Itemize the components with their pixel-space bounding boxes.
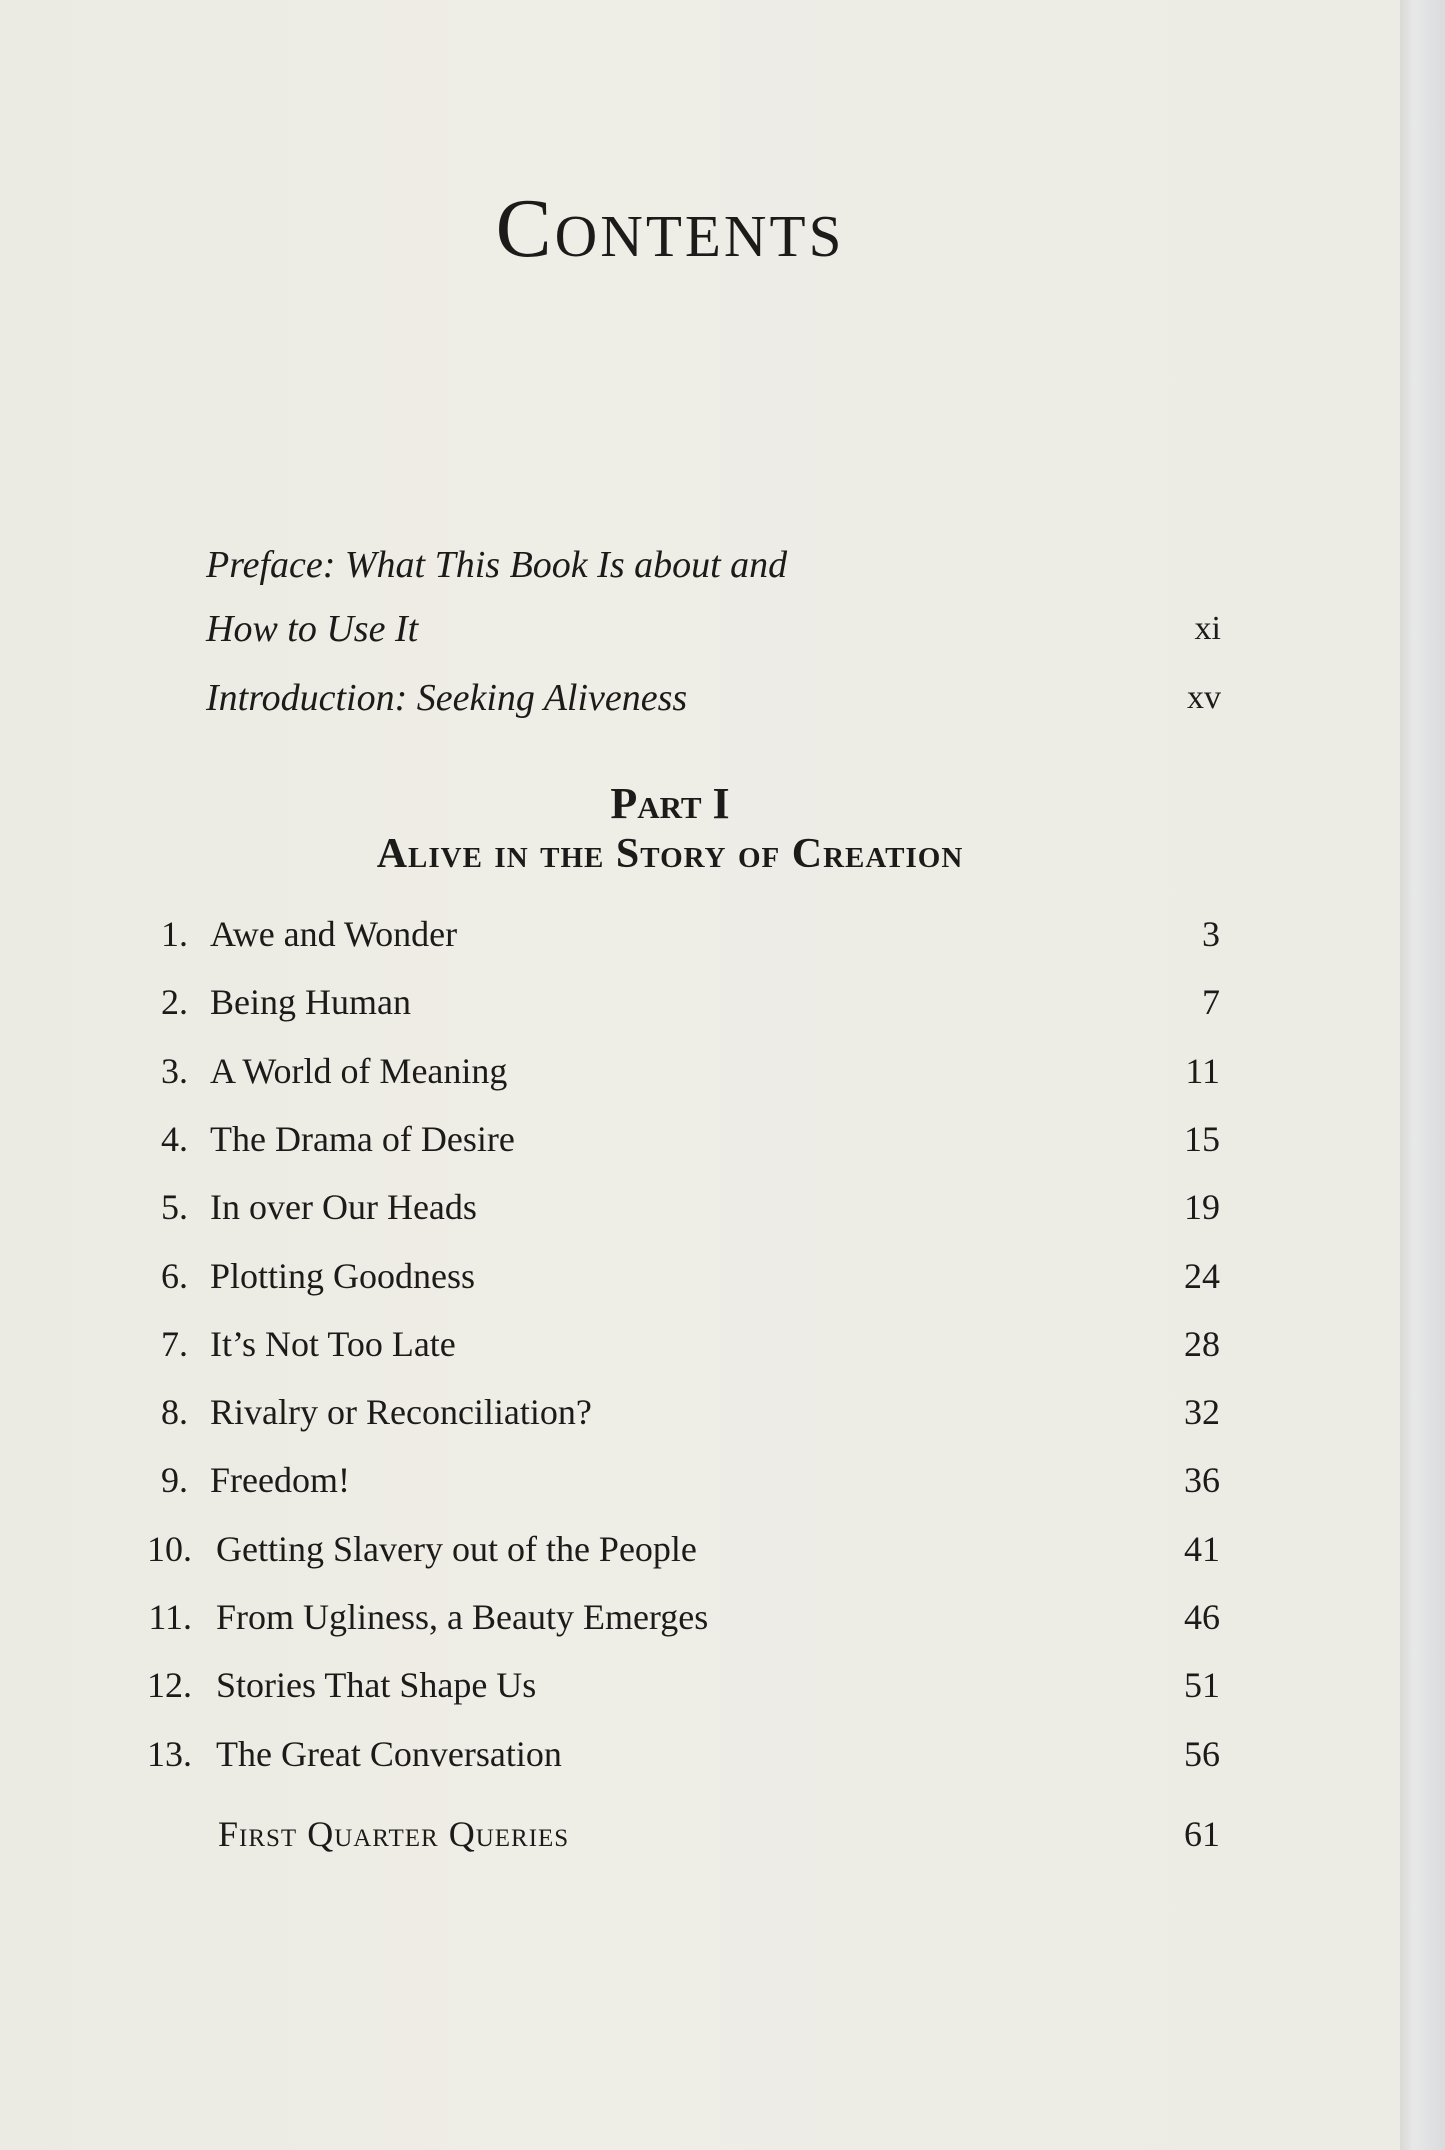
chapter-number: 12. — [147, 1665, 192, 1706]
toc-entry — [140, 1115, 1220, 1163]
chapter-page: 3 — [1202, 914, 1220, 954]
chapter-number: 6. — [161, 1255, 188, 1296]
queries-title: First Quarter Queries — [218, 1814, 570, 1854]
chapter-title: Being Human — [210, 982, 411, 1023]
chapter-number: 1. — [161, 914, 188, 954]
toc-entry-queries — [140, 1810, 1220, 1858]
chapter-page: 36 — [1184, 1460, 1220, 1501]
toc-entry — [140, 1525, 1220, 1573]
chapter-page: 28 — [1184, 1323, 1220, 1364]
chapter-page: 51 — [1184, 1665, 1220, 1706]
chapter-page: 56 — [1184, 1733, 1220, 1774]
toc-entry — [140, 1661, 1220, 1709]
chapter-title: Awe and Wonder — [210, 914, 458, 954]
chapter-title: Plotting Goodness — [210, 1255, 476, 1296]
chapter-page: 32 — [1184, 1392, 1220, 1433]
chapter-page: 11 — [1185, 1050, 1220, 1091]
chapter-title: It’s Not Too Late — [210, 1323, 456, 1364]
chapter-page: 7 — [1202, 982, 1220, 1023]
toc-entry — [140, 1388, 1220, 1436]
chapter-page: 24 — [1184, 1255, 1220, 1296]
chapter-page: 15 — [1184, 1118, 1220, 1159]
chapter-title: In over Our Heads — [210, 1187, 477, 1228]
contents-heading: Contents — [495, 182, 845, 275]
chapter-number: 10. — [147, 1528, 192, 1569]
chapter-title: From Ugliness, a Beauty Emerges — [216, 1597, 709, 1637]
introduction-page: xv — [1187, 679, 1221, 716]
toc-entry — [140, 1593, 1220, 1641]
chapter-title: The Drama of Desire — [210, 1118, 515, 1159]
chapter-title: A World of Meaning — [210, 1050, 508, 1091]
chapter-title: Stories That Shape Us — [216, 1665, 537, 1706]
queries-page: 61 — [1184, 1814, 1220, 1854]
chapter-title: Getting Slavery out of the People — [216, 1528, 697, 1569]
page-edge — [1400, 0, 1445, 2150]
chapter-title: The Great Conversation — [216, 1733, 562, 1774]
chapter-page: 46 — [1184, 1597, 1220, 1637]
toc-entry — [140, 1730, 1220, 1778]
toc-entry — [140, 1252, 1220, 1300]
chapter-title: Freedom! — [210, 1460, 350, 1501]
toc-entry — [140, 1320, 1220, 1368]
chapter-page: 41 — [1184, 1528, 1220, 1569]
toc-entry — [140, 1456, 1220, 1504]
chapter-number: 11. — [148, 1597, 192, 1637]
chapter-number: 9. — [161, 1460, 188, 1501]
part-label: Part I — [610, 779, 730, 828]
part-title: Alive in the Story of Creation — [376, 831, 964, 877]
chapter-number: 13. — [147, 1733, 192, 1774]
toc-front-entry-preface — [206, 543, 1221, 651]
toc-entry — [140, 978, 1220, 1026]
toc-entry — [140, 1183, 1220, 1231]
chapter-number: 8. — [161, 1392, 188, 1433]
chapter-number: 7. — [161, 1323, 188, 1364]
preface-line-1: Preface: What This Book Is about and — [206, 544, 788, 586]
introduction-title: Introduction: Seeking Aliveness — [206, 677, 688, 719]
chapter-number: 3. — [161, 1050, 188, 1091]
preface-page: xi — [1194, 610, 1221, 647]
chapter-number: 5. — [161, 1187, 188, 1228]
toc-entry — [140, 910, 1220, 958]
toc-front-entry-introduction — [206, 676, 1221, 720]
toc-entry — [140, 1047, 1220, 1095]
chapter-page: 19 — [1184, 1187, 1220, 1228]
chapter-title: Rivalry or Reconciliation? — [210, 1392, 592, 1433]
chapter-number: 2. — [161, 982, 188, 1023]
preface-line-2: How to Use It — [206, 608, 419, 650]
chapter-number: 4. — [161, 1118, 188, 1159]
